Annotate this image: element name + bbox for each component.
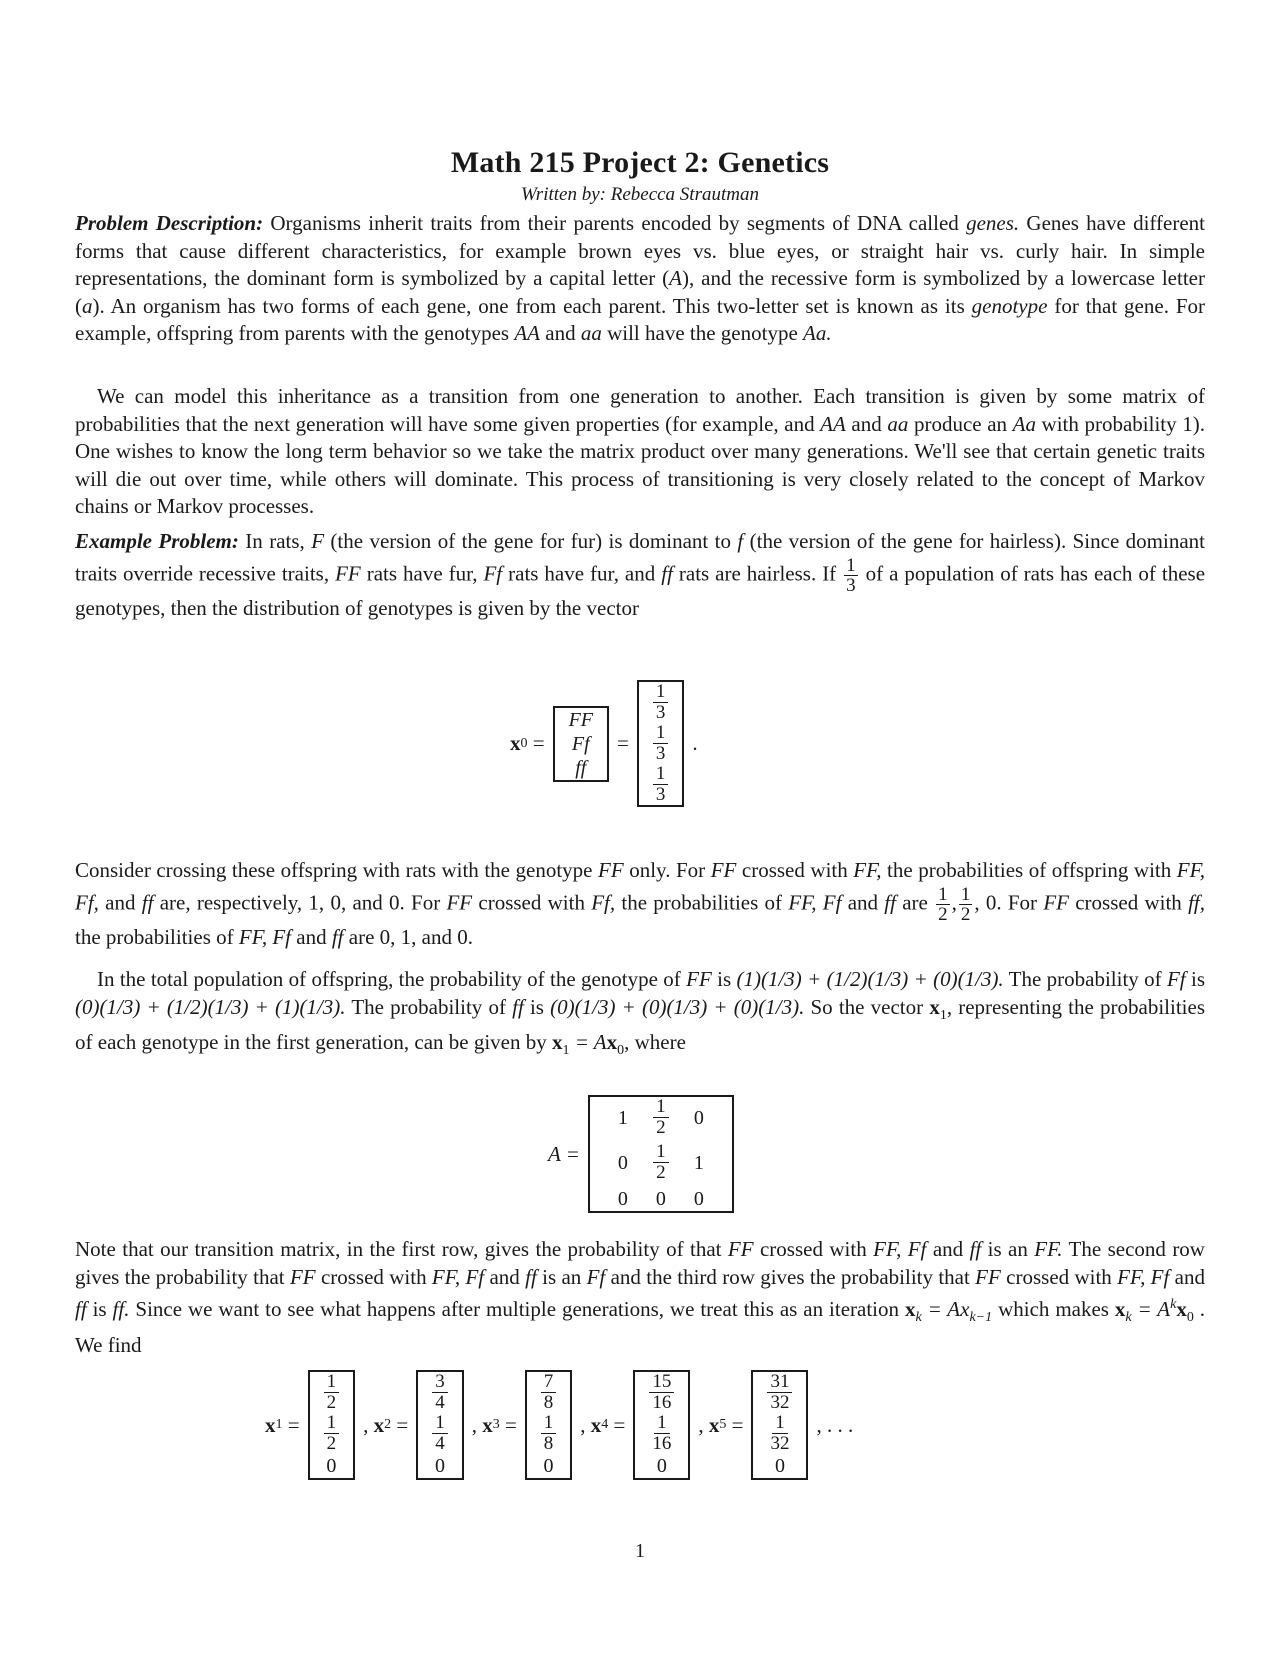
transition-note-paragraph: Note that our transition matrix, in the first row, gives the probability of that FF crossed with FF, Ff and ff is an FF. The second row gives the probability that FF crossed with FF, Ff and ff is an Ff and the third row gives the probability that FF crossed with FF, Ff and ff is ff. Since we want to see what happens after multiple generations, we treat this as an iteration $x_k = Ax_{k-1}$ which makes $x_k = A^kx_0$ . We find [75, 1237, 1206, 1357]
problem-description-heading: Problem Description: [75, 211, 264, 235]
sequence-item-x1: x 1 = 1 2 1 2 0 , [265, 1370, 374, 1480]
author-line: Written by: Rebecca Strautman [521, 184, 759, 205]
problem-description-paragraph: Problem Description: Organisms inherit traits from their parents encoded by segments of DNA called genes. Genes have different forms that cause different characteristics, for example brown eyes vs. blue eyes, or straight hair vs. curly hair. In simple representations, the dominant form is symbolized by a capital letter (A), and the recessive form is symbolized by a lowercase letter (a). An organism has two forms of each gene, one from each parent. This two-letter set is known as its genotype for that gene. For example, offspring from parents with the genotypes AA and aa will have the genotype Aa. [75, 211, 1206, 345]
iteration-sequence [265, 1370, 853, 1480]
page-title: Math 215 Project 2: Genetics [450, 146, 830, 179]
initial-distribution-vector: 1 3 1 3 1 3 [637, 680, 685, 807]
x0-equation: x 0 = FF Ff ff = 1 3 1 3 1 3 . [510, 681, 698, 805]
example-problem-heading: Example Problem: [75, 529, 239, 553]
crossing-paragraph: Consider crossing these offspring with rats with the genotype FF only. For FF crossed with FF, the probabilities of offspring with FF, Ff, and ff are, respectively, 1, 0, and 0. For FF crossed with Ff, the probabilities of FF, Ff and ff are $\frac{1}{2}$ , $\frac{1}{2}$ , 0. For FF crossed with ff, the probabilities of FF, Ff and ff are 0, 1, and 0. [75, 858, 1205, 949]
sequence-item-x5: x 5 = 31 32 1 32 0 , . . . [709, 1370, 853, 1480]
sequence-item-x3: x 3 = 7 8 1 8 0 , [482, 1370, 591, 1480]
transition-matrix-equation: A = 1 1 2 0 0 1 2 1 0 0 0 [548, 1095, 742, 1213]
total-population-paragraph: In the total population of offspring, the probability of the genotype of FF is (1)(1/3) + (1/2)(1/3) + (0)(1/3). The probability of Ff is (0)(1/3) + (1/2)(1/3) + (1)(1/3). The probability of ff is (0)(1/3) + (0)(1/3) + (0)(1/3). So the vector $x_1$, representing the probabilities of each genotype in the first generation, can be given by $x_1 = Ax_0$, where [75, 967, 1205, 1059]
transition-matrix: 1 1 2 0 0 1 2 1 0 0 0 [588, 1095, 734, 1213]
sequence-item-x2: x 2 = 3 4 1 4 0 , [374, 1370, 483, 1480]
page-number: 1 [635, 1540, 645, 1562]
one-third-fraction: $\frac{1}{3}$ [846, 554, 856, 596]
sequence-item-x4: x 4 = 15 16 1 16 0 , [591, 1370, 709, 1480]
genotype-vector: FF Ff ff [553, 706, 609, 782]
example-problem-paragraph: Example Problem: In rats, F (the version of the gene for fur) is dominant to f (the version of the gene for hairless). Since dominant traits override recessive traits, FF rats have fur, Ff rats have fur, and ff rats are hairless. If $\frac{1}{3}$ of a population of rats has each of these genotypes, then the distribution of genotypes is given by the vector [75, 529, 1206, 620]
markov-paragraph: We can model this inheritance as a transition from one generation to another. Each transition is given by some matrix of probabilities that the next generation will have some given properties (for example, and AA and aa produce an Aa with probability 1). One wishes to know the long term behavior so we take the matrix product over many generations. We'll see that certain genetic traits will die out over time, while others will dominate. This process of transitioning is very closely related to the concept of Markov chains or Markov processes. [75, 384, 1205, 518]
